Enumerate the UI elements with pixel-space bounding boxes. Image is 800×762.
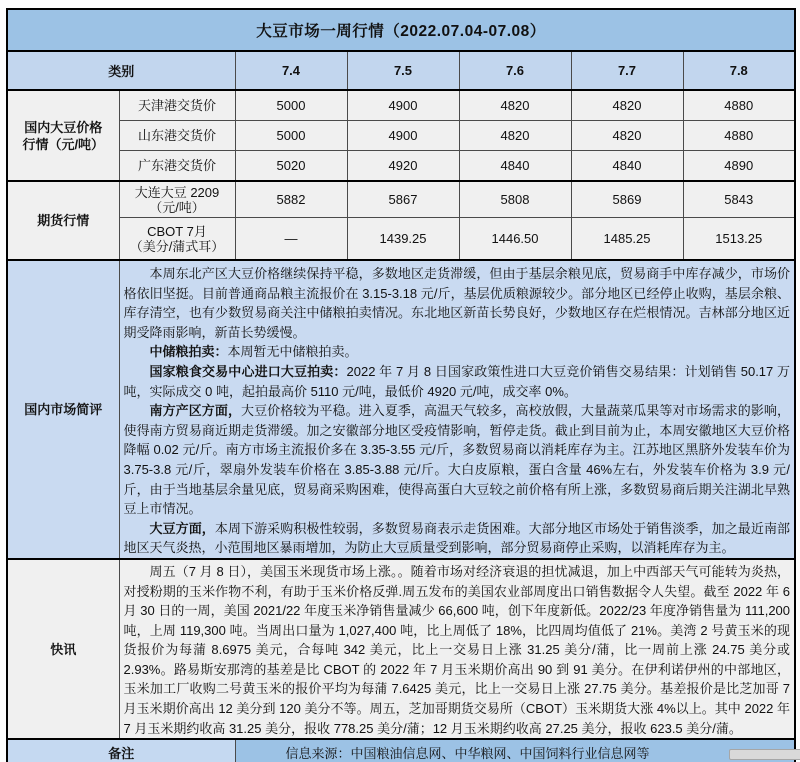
futures-cell: 5867 bbox=[347, 181, 459, 218]
price-cell: 4890 bbox=[683, 151, 795, 182]
price-cell: 4920 bbox=[347, 151, 459, 182]
futures-cell: 5869 bbox=[571, 181, 683, 218]
column-header-date: 7.5 bbox=[347, 51, 459, 90]
price-cell: 4820 bbox=[571, 90, 683, 121]
section-label-domestic-price: 国内大豆价格 行情（元/吨） bbox=[7, 90, 119, 181]
news-text bbox=[119, 559, 795, 739]
price-cell: 5000 bbox=[235, 121, 347, 151]
futures-cell: 5843 bbox=[683, 181, 795, 218]
row-label-tianjin-port: 天津港交货价 bbox=[119, 90, 235, 121]
column-header-date: 7.7 bbox=[571, 51, 683, 90]
price-cell: 4880 bbox=[683, 121, 795, 151]
horizontal-scrollbar-fragment[interactable] bbox=[729, 749, 800, 760]
column-header-date: 7.8 bbox=[683, 51, 795, 90]
futures-cell: — bbox=[235, 218, 347, 261]
price-cell: 4900 bbox=[347, 121, 459, 151]
report-table bbox=[6, 8, 796, 762]
section-label-market-commentary: 国内市场简评 bbox=[7, 260, 119, 559]
soybean-weekly-report bbox=[6, 8, 795, 762]
market-commentary-text bbox=[119, 260, 795, 559]
futures-cell: 1485.25 bbox=[571, 218, 683, 261]
news-paragraph: 周五（7 月 8 日），美国玉米现货市场上涨。。随着市场对经济衰退的担忧减退，加上中西部天气可能转为炎热，对授粉期的玉米作物不利，有助于玉米价格反弹.周五发布的美国农业部周度出口销售数据令人失望。截至 2022 年 6 月 30 日的一周，美国 2021/22 年度玉米净销售量减少 66,600 吨，创下年度新低。2022/23 年度净销售量为 111,200 吨，上周 119,300 吨。当周出口量为 1,027,400 吨，比上周低了 18%，比四周均值低了 21%。美湾 2 号黄玉米的现货报价为每蒲 8.6975 美元，合每吨 342 美元，比上一交易日上涨 31.25 美分/蒲，比一周前上涨 24.75 美分或 2.93%。路易斯安那湾的基差是比 CBOT 的 2022 年 7 月玉米期价高出 90 到 91 美分。在伊利诺伊州的中部地区，玉米加工厂收购二号黄玉米的报价平均为每蒲 7.6425 美元，比上一交易日上涨 27.75 美分。基差报价是比芝加哥 7 月玉米期价高出 12 美分到 120 美分不等。周五，芝加哥期货交易所（CBOT）玉米期货大涨 4%以上。其中 2022 年 7 月玉米期约收高 31.25 美分，报收 778.25 美分/蒲；12 月玉米期约收高 27.25 美分，报收 623.5 美分/蒲。 bbox=[123, 563, 791, 736]
futures-cell: 5808 bbox=[459, 181, 571, 218]
price-cell: 4840 bbox=[459, 151, 571, 182]
commentary-paragraph: 国家粮食交易中心进口大豆拍卖：2022 年 7 月 8 日国家政策性进口大豆竞价销售交易结果：计划销售 50.17 万吨，实际成交 0 吨，起拍最高价 5110 元/吨，最低价 4920 元/吨，成交率 0%。 bbox=[123, 363, 791, 399]
remark-source-text: 信息来源：中国粮油信息网、中华粮网、中国饲料行业信息网等 bbox=[235, 739, 795, 762]
row-label-dalian-soybean-2209: 大连大豆 2209 （元/吨） bbox=[119, 181, 235, 218]
column-header-date: 7.4 bbox=[235, 51, 347, 90]
price-cell: 4900 bbox=[347, 90, 459, 121]
report-title: 大豆市场一周行情（2022.07.04-07.08） bbox=[7, 9, 795, 51]
commentary-paragraph: 中储粮拍卖：本周暂无中储粮拍卖。 bbox=[149, 344, 358, 360]
row-label-cbot-july: CBOT 7月 （美分/蒲式耳） bbox=[119, 218, 235, 261]
price-cell: 4820 bbox=[459, 90, 571, 121]
row-label-shandong-port: 山东港交货价 bbox=[119, 121, 235, 151]
price-cell: 4840 bbox=[571, 151, 683, 182]
price-cell: 4880 bbox=[683, 90, 795, 121]
section-label-futures: 期货行情 bbox=[7, 181, 119, 260]
section-label-remark: 备注 bbox=[7, 739, 235, 762]
column-header-date: 7.6 bbox=[459, 51, 571, 90]
futures-cell: 5882 bbox=[235, 181, 347, 218]
commentary-paragraph: 本周东北产区大豆价格继续保持平稳，多数地区走货滞缓，但由于基层余粮见底，贸易商手中库存减少，市场价格依旧坚挺。目前普通商品粮主流报价在 3.15-3.18 元/斤，基层优质粮源较少。部分地区已经停止收购，基层余粮、库存清空，也有少数贸易商关注中储粮拍卖情况。东北地区新苗长势良好，少数地区存在烂根情况。吉林部分地区近期受降雨影响，新苗长势缓慢。 bbox=[123, 266, 791, 340]
futures-cell: 1446.50 bbox=[459, 218, 571, 261]
price-cell: 4820 bbox=[459, 121, 571, 151]
commentary-paragraph: 大豆方面，本周下游采购积极性较弱，多数贸易商表示走货困难。大部分地区市场处于销售淡季，加之最近南部地区天气炎热，小范围地区暴雨增加，为防止大豆质量受到影响，部分贸易商停止采购，以消耗库存为主。 bbox=[123, 520, 791, 556]
price-cell: 5020 bbox=[235, 151, 347, 182]
commentary-paragraph: 南方产区方面，大豆价格较为平稳。进入夏季，高温天气较多，高校放假，大量蔬菜瓜果等对市场需求的影响，使得南方贸易商近期走货滞缓。加之安徽部分地区受疫情影响，暂停走货。截止到目前为止，本周安徽地区大豆价格降幅 0.02 元/斤。南方市场主流报价多在 3.35-3.55 元/斤，多数贸易商以消耗库存为主。江苏地区黑脐外发装车价为 3.75-3.8 元/斤，翠扇外发装车价格在 3.85-3.88 元/斤。大白皮原粮，蛋白含量 46%左右，外发装车价格为 3.9 元/斤，由于当地基层余量见底，贸易商采购困难，使得高蛋白大豆较之前价格有所上涨，多数贸易商后期关注湖北早熟豆上市情况。 bbox=[123, 403, 791, 517]
futures-cell: 1513.25 bbox=[683, 218, 795, 261]
section-label-news: 快讯 bbox=[7, 559, 119, 739]
column-header-category: 类别 bbox=[7, 51, 235, 90]
row-label-guangdong-port: 广东港交货价 bbox=[119, 151, 235, 182]
futures-cell: 1439.25 bbox=[347, 218, 459, 261]
price-cell: 4820 bbox=[571, 121, 683, 151]
price-cell: 5000 bbox=[235, 90, 347, 121]
